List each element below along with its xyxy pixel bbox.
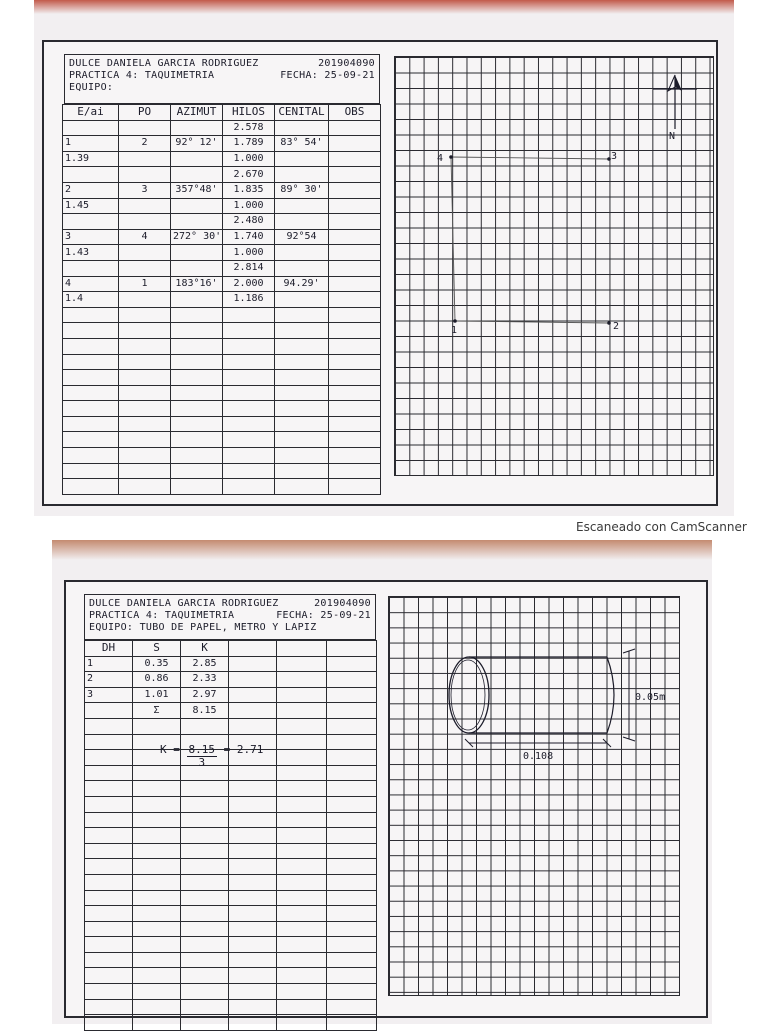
table-cell: 4	[119, 229, 171, 245]
table-cell	[275, 214, 329, 230]
blank-row	[63, 370, 381, 386]
table-cell: 83° 54'	[275, 136, 329, 152]
blank-row	[85, 859, 377, 875]
table-cell	[275, 120, 329, 136]
table-cell	[329, 151, 381, 167]
table-row	[63, 245, 381, 261]
table-cell	[63, 260, 119, 276]
table-cell	[119, 151, 171, 167]
traverse-line-4-1	[451, 157, 455, 321]
table-cell: 8.15	[181, 703, 229, 719]
table-cell	[329, 245, 381, 261]
equipment-label: EQUIPO:	[69, 82, 114, 93]
column-header	[327, 641, 377, 657]
blank-row	[63, 432, 381, 448]
table-cell: 357°48'	[171, 182, 223, 198]
table-cell	[275, 245, 329, 261]
blank-row	[85, 890, 377, 906]
column-header: S	[133, 641, 181, 657]
table-cell	[119, 198, 171, 214]
table-cell	[275, 198, 329, 214]
table-row	[63, 292, 381, 308]
table-row	[85, 687, 377, 703]
formula-lhs: K =	[160, 743, 180, 756]
table-cell: 1.43	[63, 245, 119, 261]
table-cell	[229, 672, 277, 688]
table-cell: 1.789	[223, 136, 275, 152]
table-cell: 2.33	[181, 672, 229, 688]
table-cell: 2	[119, 136, 171, 152]
table-cell	[277, 687, 327, 703]
table-cell	[275, 151, 329, 167]
sketch-grid-traverse	[394, 56, 714, 476]
student-id: 201904090	[318, 58, 375, 69]
table-cell	[63, 120, 119, 136]
table-cell	[329, 276, 381, 292]
blank-row	[63, 323, 381, 339]
form-header	[64, 54, 380, 104]
blank-row	[85, 968, 377, 984]
blank-row	[85, 843, 377, 859]
paper-tube-drawing	[449, 657, 614, 733]
table-cell: 2.814	[223, 260, 275, 276]
table-cell: 1.45	[63, 198, 119, 214]
table-cell	[329, 182, 381, 198]
north-label: N	[669, 131, 676, 142]
table-cell	[327, 687, 377, 703]
point-label-1: 1	[451, 325, 458, 336]
table-row	[85, 703, 377, 719]
page-edge-shadow	[52, 540, 712, 560]
table-row	[63, 260, 381, 276]
table-cell: 1.000	[223, 151, 275, 167]
table-row	[63, 167, 381, 183]
point-label-2: 2	[613, 321, 620, 332]
table-cell	[171, 260, 223, 276]
table-cell	[119, 120, 171, 136]
practice-date: FECHA: 25-09-21	[276, 610, 371, 621]
table-row	[63, 120, 381, 136]
table-cell: 272° 30'	[171, 229, 223, 245]
column-header: E/ai	[63, 105, 119, 121]
length-dimension	[465, 739, 611, 747]
table-cell: 1	[63, 136, 119, 152]
table-cell: 1.39	[63, 151, 119, 167]
column-header: K	[181, 641, 229, 657]
blank-row	[85, 812, 377, 828]
table-cell	[63, 214, 119, 230]
traverse-line-1-2	[455, 321, 609, 323]
table-cell	[171, 198, 223, 214]
page-edge-shadow	[34, 0, 734, 14]
table-cell	[275, 260, 329, 276]
blank-row	[85, 999, 377, 1015]
table-cell	[329, 229, 381, 245]
table-cell: 1.835	[223, 182, 275, 198]
blank-row	[85, 952, 377, 968]
table-cell: 1.000	[223, 245, 275, 261]
table-cell	[329, 120, 381, 136]
blank-row	[63, 479, 381, 495]
table-cell	[171, 292, 223, 308]
north-arrow-icon	[653, 75, 697, 129]
formula-numerator: 8.15	[188, 743, 215, 756]
field-data-table	[62, 104, 381, 495]
blank-row	[85, 921, 377, 937]
traverse-line-4-3	[451, 157, 609, 159]
table-cell: 0.35	[133, 656, 181, 672]
blank-row	[85, 781, 377, 797]
column-header: OBS	[329, 105, 381, 121]
table-row	[63, 229, 381, 245]
blank-row	[63, 448, 381, 464]
k-average-formula	[160, 744, 263, 769]
table-cell	[277, 656, 327, 672]
table-cell	[119, 167, 171, 183]
table-cell	[119, 245, 171, 261]
table-cell	[329, 260, 381, 276]
blank-row	[63, 385, 381, 401]
table-cell	[171, 214, 223, 230]
student-name: DULCE DANIELA GARCIA RODRIGUEZ	[69, 58, 259, 69]
table-cell: 1	[119, 276, 171, 292]
table-row	[85, 672, 377, 688]
form-header-2	[84, 594, 376, 640]
table-cell: 2.670	[223, 167, 275, 183]
blank-row	[85, 937, 377, 953]
scanner-watermark: Escaneado con CamScanner	[576, 520, 747, 534]
table-cell: 2.000	[223, 276, 275, 292]
table-cell	[63, 167, 119, 183]
table-row	[63, 136, 381, 152]
table-cell	[171, 120, 223, 136]
table-cell	[327, 656, 377, 672]
table-cell: Σ	[133, 703, 181, 719]
table-row	[63, 198, 381, 214]
table-cell	[329, 214, 381, 230]
column-header: PO	[119, 105, 171, 121]
column-header	[277, 641, 327, 657]
blank-row	[85, 984, 377, 1000]
table-cell	[329, 292, 381, 308]
table-row	[63, 214, 381, 230]
table-cell	[119, 214, 171, 230]
equipment-label: EQUIPO: TUBO DE PAPEL, METRO Y LAPIZ	[89, 622, 317, 633]
table-cell: 3	[85, 687, 133, 703]
table-cell: 1.186	[223, 292, 275, 308]
table-cell: 92° 12'	[171, 136, 223, 152]
table-cell	[171, 245, 223, 261]
sketch-grid-tube	[388, 596, 680, 996]
table-cell: 92°54	[275, 229, 329, 245]
table-cell	[329, 198, 381, 214]
blank-row	[85, 718, 377, 734]
column-header: CENITAL	[275, 105, 329, 121]
point-label-3: 3	[611, 151, 618, 162]
traverse-sketch	[395, 57, 713, 475]
table-cell: 89° 30'	[275, 182, 329, 198]
table-cell: 2.578	[223, 120, 275, 136]
table-cell: 4	[63, 276, 119, 292]
blank-row	[85, 828, 377, 844]
student-id: 201904090	[314, 598, 371, 609]
table-cell: 2	[85, 672, 133, 688]
point-label-4: 4	[437, 153, 444, 164]
table-cell: 183°16'	[171, 276, 223, 292]
table-cell: 0.86	[133, 672, 181, 688]
table-cell: 3	[63, 229, 119, 245]
table-cell: 1.4	[63, 292, 119, 308]
student-name: DULCE DANIELA GARCIA RODRIGUEZ	[89, 598, 279, 609]
diameter-dimension	[623, 649, 635, 741]
table-row	[63, 276, 381, 292]
table-cell	[229, 656, 277, 672]
length-label: 0.108	[523, 751, 554, 762]
table-cell: 2.480	[223, 214, 275, 230]
table-row	[63, 182, 381, 198]
table-row	[63, 151, 381, 167]
table-cell: 1.000	[223, 198, 275, 214]
table-cell: 2	[63, 182, 119, 198]
table-cell: 1.01	[133, 687, 181, 703]
table-cell	[277, 703, 327, 719]
table-cell: 94.29'	[275, 276, 329, 292]
stadia-constant-table	[84, 640, 377, 1031]
tube-sketch	[389, 597, 679, 995]
column-header: DH	[85, 641, 133, 657]
table-cell	[171, 167, 223, 183]
table-cell	[119, 292, 171, 308]
table-cell	[229, 703, 277, 719]
table-cell	[275, 292, 329, 308]
table-cell	[329, 167, 381, 183]
table-cell: 3	[119, 182, 171, 198]
table-cell	[229, 687, 277, 703]
diameter-label: 0.05m	[635, 692, 666, 703]
table-cell: 2.97	[181, 687, 229, 703]
table-cell	[329, 136, 381, 152]
formula-denominator: 3	[198, 756, 206, 769]
table-cell: 1	[85, 656, 133, 672]
table-cell	[275, 167, 329, 183]
table-cell	[171, 151, 223, 167]
table-cell: 2.85	[181, 656, 229, 672]
blank-row	[85, 1015, 377, 1031]
table-cell	[327, 703, 377, 719]
blank-row	[63, 401, 381, 417]
table-cell	[277, 672, 327, 688]
table-cell: 1.740	[223, 229, 275, 245]
blank-row	[85, 874, 377, 890]
blank-row	[63, 338, 381, 354]
practice-date: FECHA: 25-09-21	[280, 70, 375, 81]
table-cell	[327, 672, 377, 688]
column-header: HILOS	[223, 105, 275, 121]
table-cell	[85, 703, 133, 719]
blank-row	[85, 906, 377, 922]
column-header	[229, 641, 277, 657]
blank-row	[63, 307, 381, 323]
column-header: AZIMUT	[171, 105, 223, 121]
formula-result: = 2.71	[223, 743, 264, 756]
blank-row	[63, 463, 381, 479]
practice-title: PRACTICA 4: TAQUIMETRIA	[69, 70, 215, 81]
table-cell	[119, 260, 171, 276]
blank-row	[63, 416, 381, 432]
table-row	[85, 656, 377, 672]
blank-row	[63, 354, 381, 370]
practice-title: PRACTICA 4: TAQUIMETRIA	[89, 610, 235, 621]
blank-row	[85, 796, 377, 812]
